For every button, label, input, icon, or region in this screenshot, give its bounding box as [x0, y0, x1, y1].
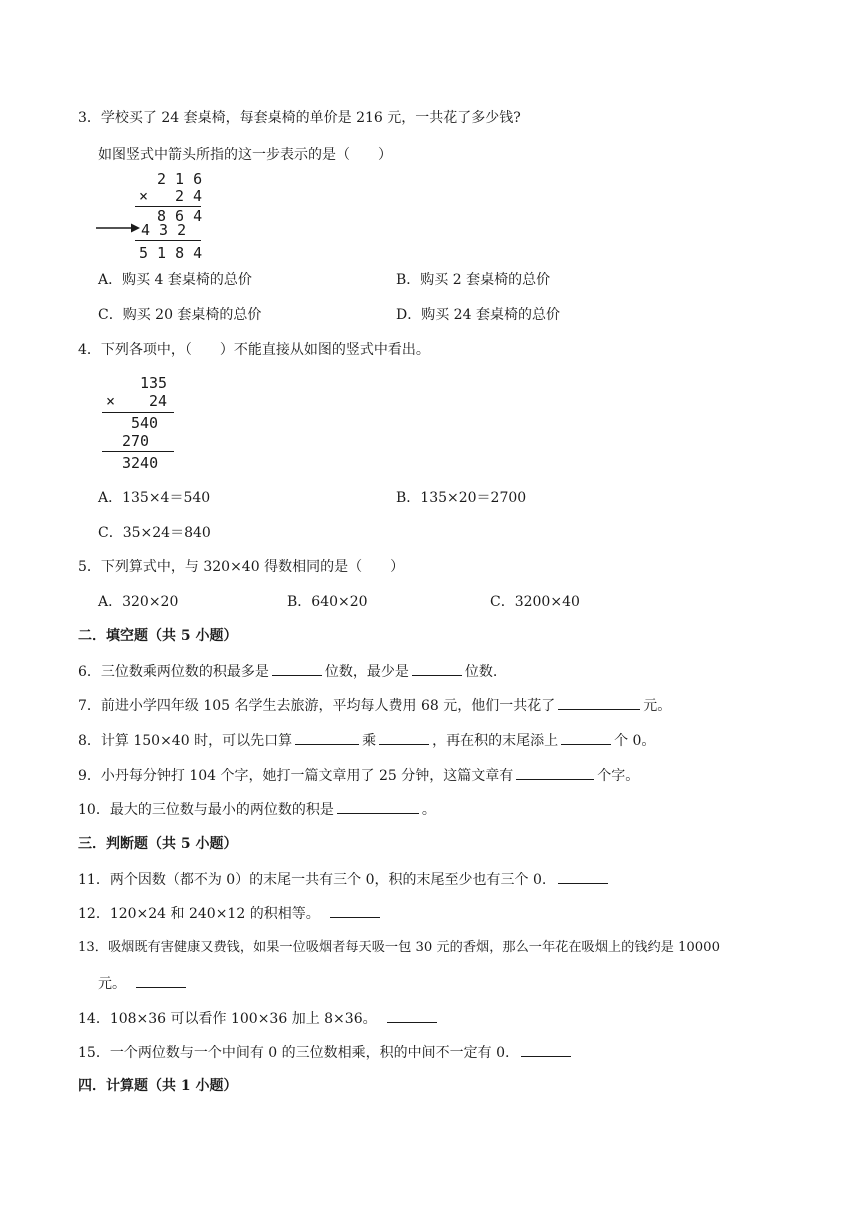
q5-option-a: A．320×20: [98, 594, 179, 610]
q6: [78, 661, 497, 682]
q3-calc-rule-2: [135, 240, 201, 241]
q3-calc-r4: 4 3 2: [141, 221, 187, 239]
q9-text-1: 9．小丹每分钟打 104 个字，她打一篇文章用了 25 分钟，这篇文章有: [78, 768, 514, 784]
q4-calc-rule-2: [102, 451, 174, 452]
q4-calc-r3: 540: [131, 414, 159, 432]
q3-calc-r3: 8 6 4: [157, 207, 203, 225]
q10: [78, 799, 436, 820]
q3-calc-times: ×: [139, 187, 149, 205]
q7: [78, 695, 671, 716]
q12-blank[interactable]: [330, 903, 380, 918]
q13-text-2: 元。: [98, 976, 126, 992]
q8-text-2: 乘: [362, 733, 377, 749]
q4-option-a: A．135×4＝540: [98, 490, 211, 506]
q11-blank[interactable]: [558, 869, 608, 884]
q14: [78, 1008, 440, 1029]
q9-blank[interactable]: [516, 765, 594, 780]
q13-line-2: [98, 973, 189, 994]
q3-option-b: B．购买 2 套桌椅的总价: [396, 272, 551, 288]
q3-vertical-calc: [95, 168, 215, 264]
q9: [78, 765, 639, 786]
q3-option-c: C．购买 20 套桌椅的总价: [98, 307, 262, 323]
q4-vertical-calc: [98, 372, 188, 474]
q4-stem: 4．下列各项中，（ ）不能直接从如图的竖式中看出。: [78, 342, 430, 358]
q4-calc-r4: 270: [122, 432, 150, 450]
q8-blank-2[interactable]: [379, 730, 429, 745]
q10-text-1: 10．最大的三位数与最小的两位数的积是: [78, 802, 334, 818]
q4-calc-r1: 135: [140, 374, 168, 392]
q4-option-b: B．135×20＝2700: [396, 490, 527, 506]
q7-text-1: 7．前进小学四年级 105 名学生去旅游，平均每人费用 68 元，他们一共花了: [78, 698, 556, 714]
q4-calc-r2: 24: [149, 392, 168, 410]
q7-blank[interactable]: [558, 695, 640, 710]
q14-blank[interactable]: [387, 1008, 437, 1023]
q8-text-3: ，再在积的末尾添上: [432, 733, 559, 749]
q8-text-1: 8．计算 150×40 时，可以先口算: [78, 733, 293, 749]
section-2-title: 二．填空题（共 5 小题）: [78, 628, 238, 644]
q6-blank-2[interactable]: [412, 661, 462, 676]
section-4-title: 四．计算题（共 1 小题）: [78, 1078, 238, 1094]
q4-calc-times: ×: [106, 392, 116, 410]
q8-blank-3[interactable]: [561, 730, 611, 745]
q11-text: 11．两个因数（都不为 0）的末尾一共有三个 0，积的末尾至少也有三个 0.: [78, 872, 547, 888]
q12: [78, 903, 383, 924]
q4-option-c: C．35×24＝840: [98, 525, 211, 541]
q10-blank[interactable]: [337, 799, 419, 814]
q6-text-2: 位数，最少是: [324, 664, 409, 680]
q15-text: 15．一个两位数与一个中间有 0 的三位数相乘，积的中间不一定有 0.: [78, 1045, 510, 1061]
q3-option-a: A．购买 4 套桌椅的总价: [98, 272, 252, 288]
q7-text-2: 元。: [643, 698, 672, 714]
arrow-right-icon: [95, 221, 141, 235]
q8-blank-1[interactable]: [295, 730, 359, 745]
q5-stem: 5．下列算式中，与 320×40 得数相同的是（ ）: [78, 559, 405, 575]
q4-calc-rule-1: [102, 412, 174, 413]
q15: [78, 1042, 574, 1063]
q3-option-d: D．购买 24 套桌椅的总价: [396, 307, 560, 323]
q9-text-2: 个字。: [597, 768, 640, 784]
section-3-title: 三．判断题（共 5 小题）: [78, 836, 238, 852]
q11: [78, 869, 611, 890]
q8-text-4: 个 0。: [614, 733, 656, 749]
q4-calc-r5: 3240: [122, 454, 159, 472]
q12-text: 12．120×24 和 240×12 的积相等。: [78, 906, 320, 922]
q5-option-c: C．3200×40: [490, 594, 580, 610]
q14-text: 14．108×36 可以看作 100×36 加上 8×36。: [78, 1011, 377, 1027]
q15-blank[interactable]: [521, 1042, 571, 1057]
q3-calc-r1: 2 1 6: [157, 170, 203, 188]
q13-blank[interactable]: [136, 973, 186, 988]
q3-calc-r2: 2 4: [175, 187, 203, 205]
q3-sub: 如图竖式中箭头所指的这一步表示的是（ ）: [98, 147, 392, 163]
q8: [78, 730, 655, 751]
q5-option-b: B．640×20: [287, 594, 368, 610]
q6-blank-1[interactable]: [272, 661, 322, 676]
q13-line-1: 13．吸烟既有害健康又费钱，如果一位吸烟者每天吸一包 30 元的香烟，那么一年花在吸烟上的钱约是 10000: [78, 940, 720, 955]
q3-calc-r5: 5 1 8 4: [139, 244, 203, 262]
q6-text-1: 6．三位数乘两位数的积最多是: [78, 664, 269, 680]
q10-text-2: 。: [421, 802, 436, 818]
q6-text-3: 位数.: [464, 664, 498, 680]
q3-stem: 3．学校买了 24 套桌椅，每套桌椅的单价是 216 元，一共花了多少钱?: [78, 110, 521, 126]
